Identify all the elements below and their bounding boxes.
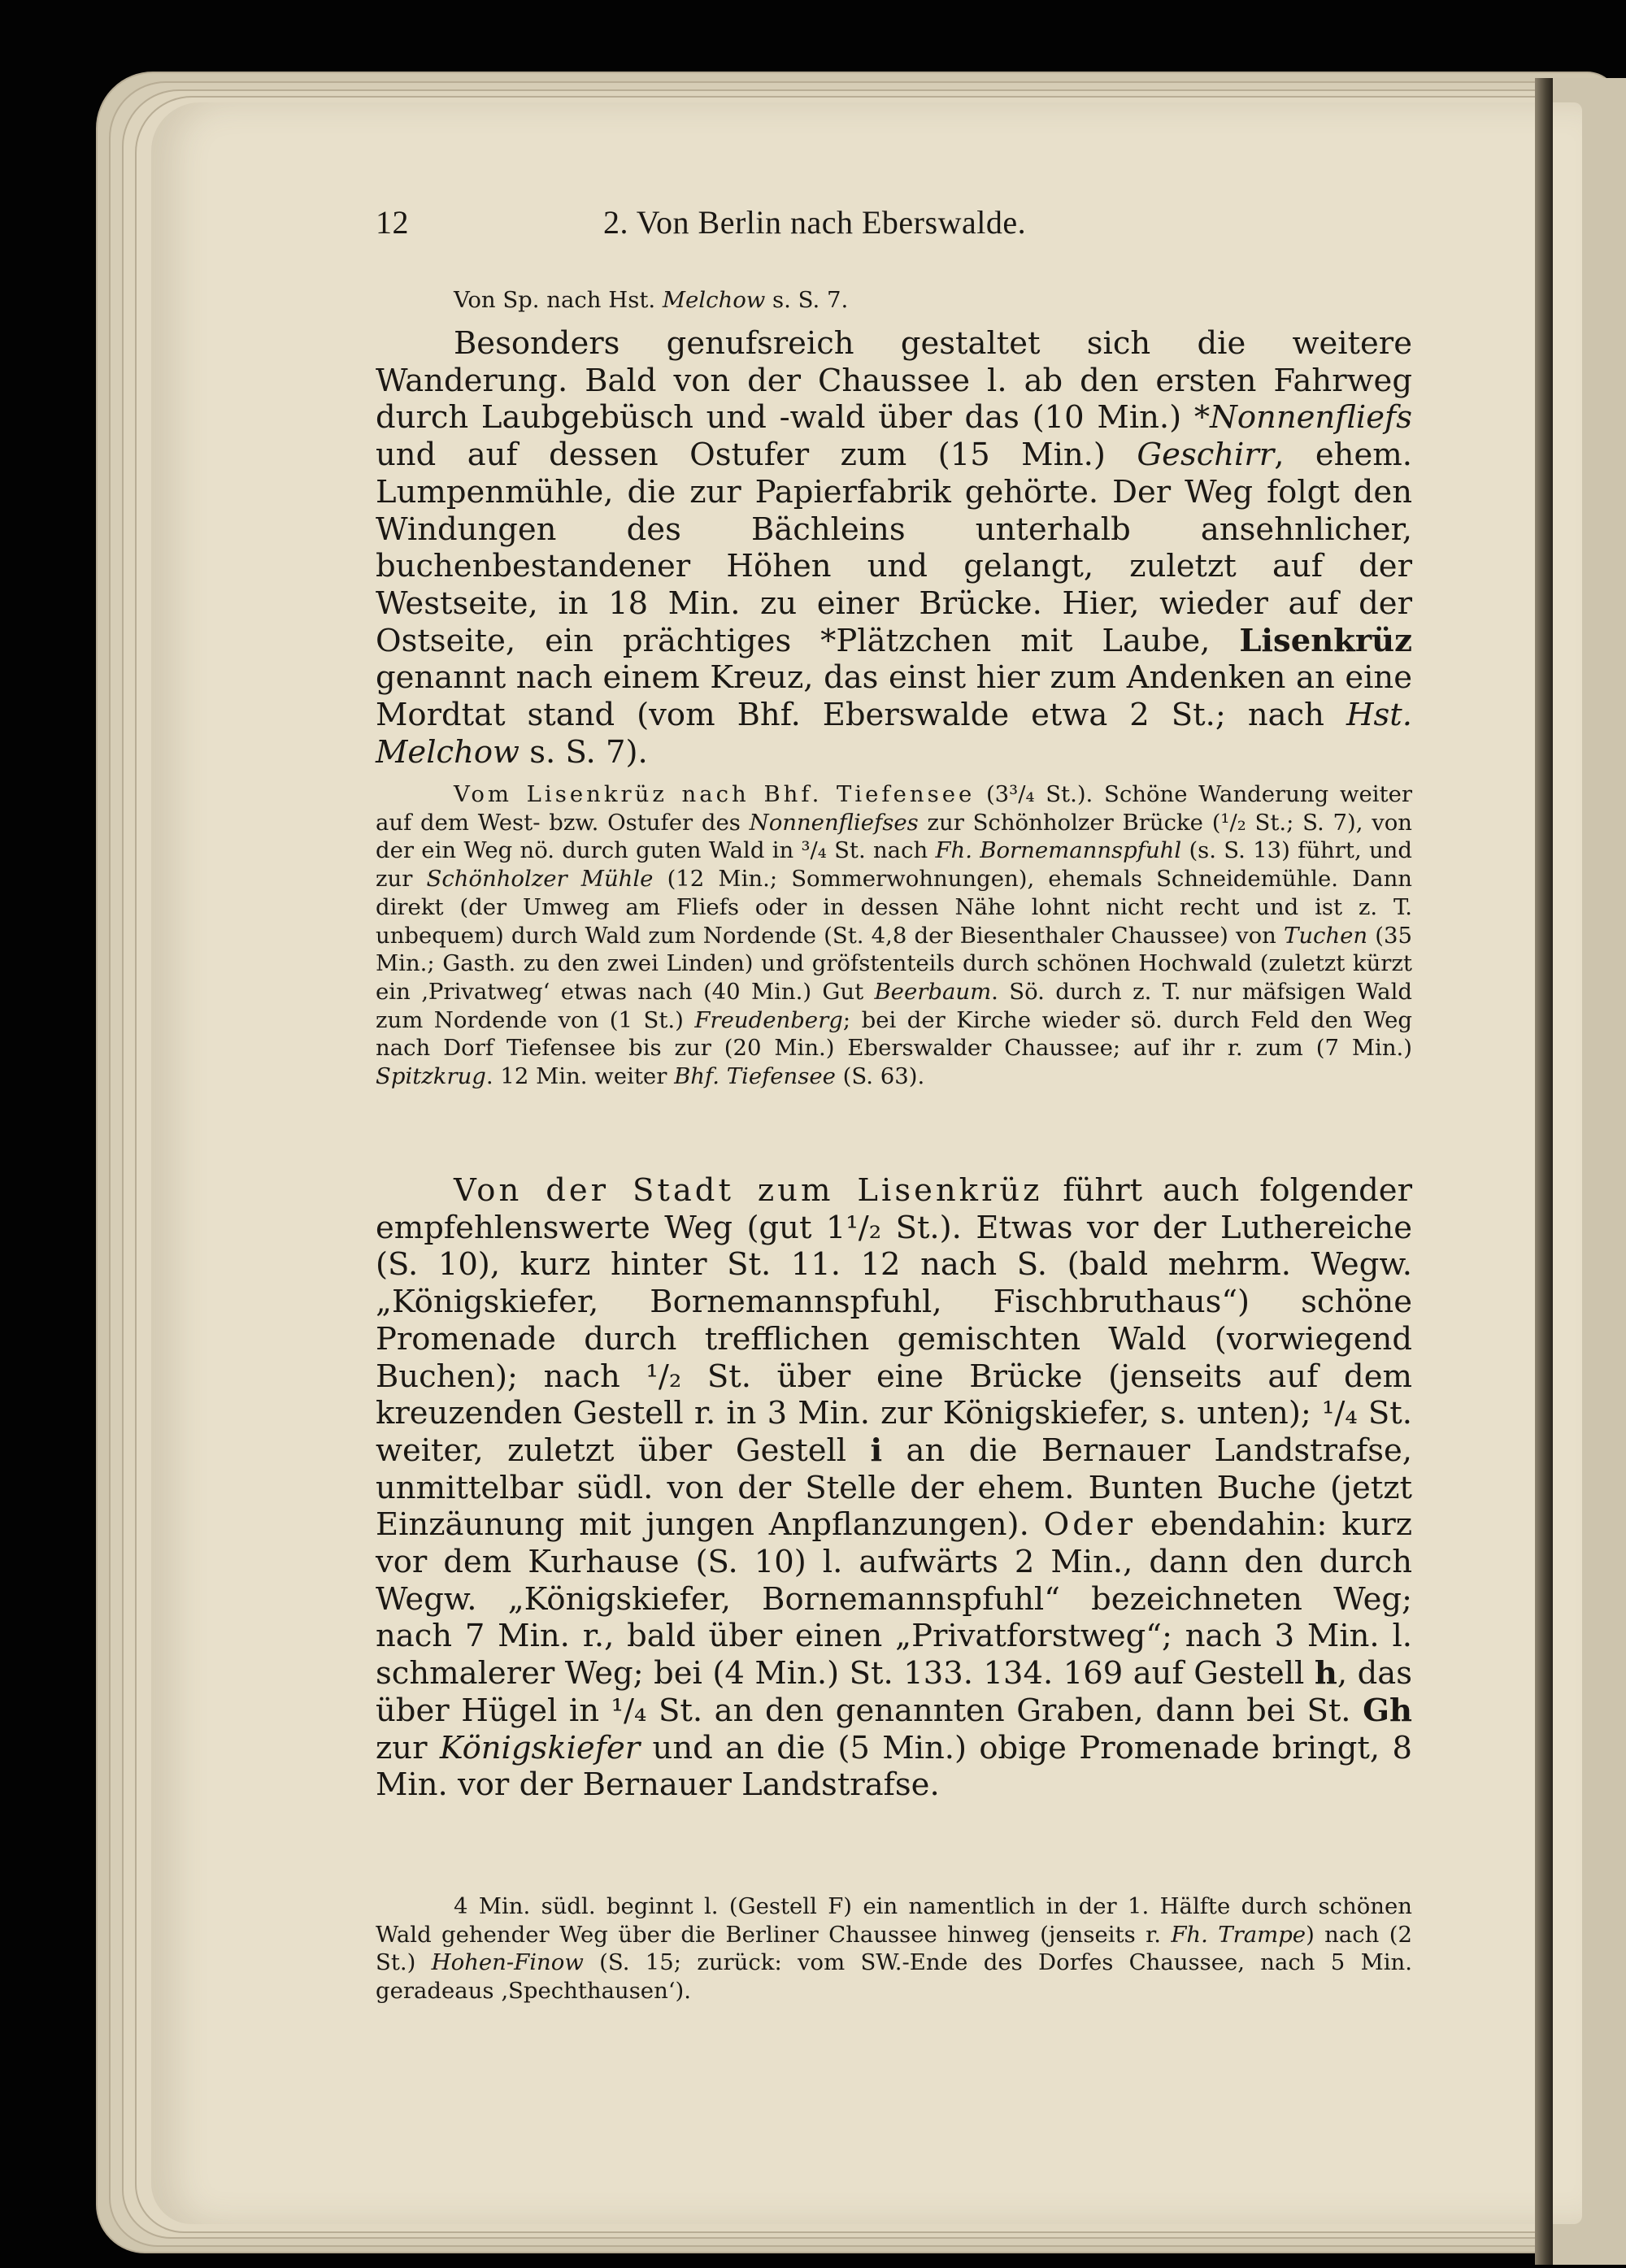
para-spaced: Oder	[1043, 1506, 1137, 1544]
note-text: ) nach (2 St.)	[376, 1921, 1412, 1976]
note-italic: Freudenberg	[694, 1006, 843, 1033]
para-spaced: Von der Stadt zum Lisenkrüz	[454, 1172, 1043, 1209]
para-text: führt auch folgender empfehlenswerte Weg (gut 1¹/₂ St.). Etwas vor der Luthereiche (S. 10), kurz hinter St. 11. 12 nach S. (bald mehrm. Wegw. „Königskiefer, Bornemannspfuhl, Fischbruthaus“) schöne Promenade durch trefflichen gemischten Wald (vorwiegend Buchen); nach ¹/₂ St. über eine Brücke (jenseits auf dem kreuzenden Gestell r. in 3 Min. zur Königskiefer, s. unten); ¹/₄ St. weiter, zuletzt über Gestell	[376, 1172, 1412, 1469]
note-spaced: Vom Lisenkrüz nach Bhf. Tiefensee	[454, 781, 976, 807]
running-title: 2. Von Berlin nach Eberswalde.	[603, 204, 1027, 241]
note-text: (S. 63).	[835, 1063, 925, 1090]
para-text: zur	[376, 1729, 440, 1766]
note-italic: Fh. Bornemannspfuhl	[935, 837, 1182, 864]
para-text: genannt nach einem Kreuz, das einst hier zum Andenken an eine Mordtat stand (vom Bhf. Eberswalde etwa 2 St.; nach	[376, 659, 1412, 734]
para-text: s. S. 7).	[520, 733, 648, 771]
book-gutter	[1535, 78, 1553, 2265]
note-2	[376, 780, 1412, 1091]
para-italic: Geschirr	[1137, 437, 1275, 474]
note-italic: Hohen-Finow	[431, 1949, 584, 1976]
note-text: zur Schönholzer Brücke (¹/₂ St.; S. 7), von der ein Weg nö. durch guten Wald in ³/₄ St. nach	[376, 809, 1413, 864]
para-bold: Gh	[1363, 1692, 1412, 1729]
note-text: . Sö. durch z. T. nur mäfsigen Wald zum Nordende von (1 St.)	[376, 978, 1412, 1033]
para-italic: *Nonnenfliefs	[1193, 399, 1412, 437]
note-italic: Beerbaum	[874, 978, 992, 1005]
note-text: (S. 15; zurück: vom SW.-Ende des Dorfes Chaussee, nach 5 Min. geradeaus ‚Spechthausen‘).	[376, 1949, 1412, 2005]
para-bold: Lisenkrüz	[1239, 622, 1412, 659]
note-text: (s. S. 13) führt, und zur	[376, 837, 1413, 893]
note-text: (3³/₄ St.). Schöne Wanderung weiter auf dem West- bzw. Ostufer des	[376, 781, 1412, 836]
note-text: ; bei der Kirche wieder sö. durch Feld den Weg nach Dorf Tiefensee bis zur (20 Min.) Eberswalder Chaussee; auf ihr r. zum (7 Min.)	[376, 1006, 1412, 1062]
note-italic: Spitzkrug	[376, 1063, 486, 1090]
page-content	[376, 203, 1413, 2005]
note-text: s. S. 7.	[765, 287, 849, 313]
para-bold: i	[870, 1432, 883, 1469]
note-italic: Nonnenfliefses	[749, 809, 919, 836]
note-text: Von Sp. nach Hst.	[454, 287, 663, 313]
note-3	[376, 1892, 1412, 2005]
note-italic: Tuchen	[1283, 922, 1368, 949]
note-italic: Fh. Trampe	[1171, 1921, 1306, 1948]
paragraph-1	[376, 325, 1412, 771]
para-text: und auf dessen Ostufer zum (15 Min.)	[376, 437, 1137, 474]
note-text: . 12 Min. weiter	[485, 1063, 675, 1090]
note-italic: Melchow	[662, 287, 766, 313]
note-text: (35 Min.; Gasth. zu den zwei Linden) und gröfstenteils durch schönen Hochwald (zuletzt kürzt ein ‚Privatweg‘ etwas nach (40 Min.) Gut	[376, 922, 1412, 1005]
page-header	[376, 203, 1412, 252]
para-text: Besonders genufsreich gestaltet sich die weitere Wanderung. Bald von der Chaussee l. ab den ersten Fahrweg durch Laubgebüsch und -wald über das (10 Min.)	[376, 325, 1412, 437]
paragraph-2	[376, 1172, 1412, 1804]
note-top	[454, 286, 1412, 315]
para-text: ebendahin: kurz vor dem Kurhause (S. 10) l. aufwärts 2 Min., dann den durch Wegw. „Königskiefer, Bornemannspfuhl“ bezeichneten Weg; nach 7 Min. r., bald über einen „Privatforstweg“; nach 3 Min. l. schmalerer Weg; bei (4 Min.) St. 133. 134. 169 auf Gestell	[376, 1506, 1413, 1692]
page-number: 12	[376, 204, 409, 241]
para-italic: Hst. Melchow	[376, 697, 1412, 771]
note-italic: Bhf. Tiefensee	[674, 1063, 836, 1090]
note-text: (12 Min.; Sommerwohnungen), ehemals Schneidemühle. Dann direkt (der Umweg am Fliefs oder in dessen Nähe lohnt nicht recht und ist z. T. unbequem) durch Wald zum Nordende (St. 4,8 der Biesenthaler Chaussee) von	[376, 866, 1412, 949]
para-italic: Königskiefer	[439, 1729, 641, 1766]
para-text: , ehem. Lumpenmühle, die zur Papierfabrik gehörte. Der Weg folgt den Windungen des Bächleins unterhalb ansehnlicher, buchenbestandener Höhen und gelangt, zuletzt auf der Westseite, in 18 Min. zu einer Brücke. Hier, wieder auf der Ostseite, ein prächtiges *Plätzchen mit Laube,	[376, 437, 1412, 659]
para-text: und an die (5 Min.) obige Promenade bringt, 8 Min. vor der Bernauer Landstrafse.	[376, 1729, 1412, 1804]
note-text: 4 Min. südl. beginnt l. (Gestell F) ein namentlich in der 1. Hälfte durch schönen Wald gehender Weg über die Berliner Chaussee hinweg (jenseits r.	[376, 1893, 1412, 1948]
note-italic: Schönholzer Mühle	[426, 866, 654, 893]
para-text: , das über Hügel in ¹/₄ St. an den genannten Graben, dann bei St.	[376, 1655, 1412, 1729]
para-text: an die Bernauer Landstrafse, unmittelbar südl. von der Stelle der ehem. Bunten Buche (jetzt Einzäunung mit jungen Anpflanzungen).	[376, 1432, 1413, 1544]
para-bold: h	[1314, 1655, 1337, 1692]
